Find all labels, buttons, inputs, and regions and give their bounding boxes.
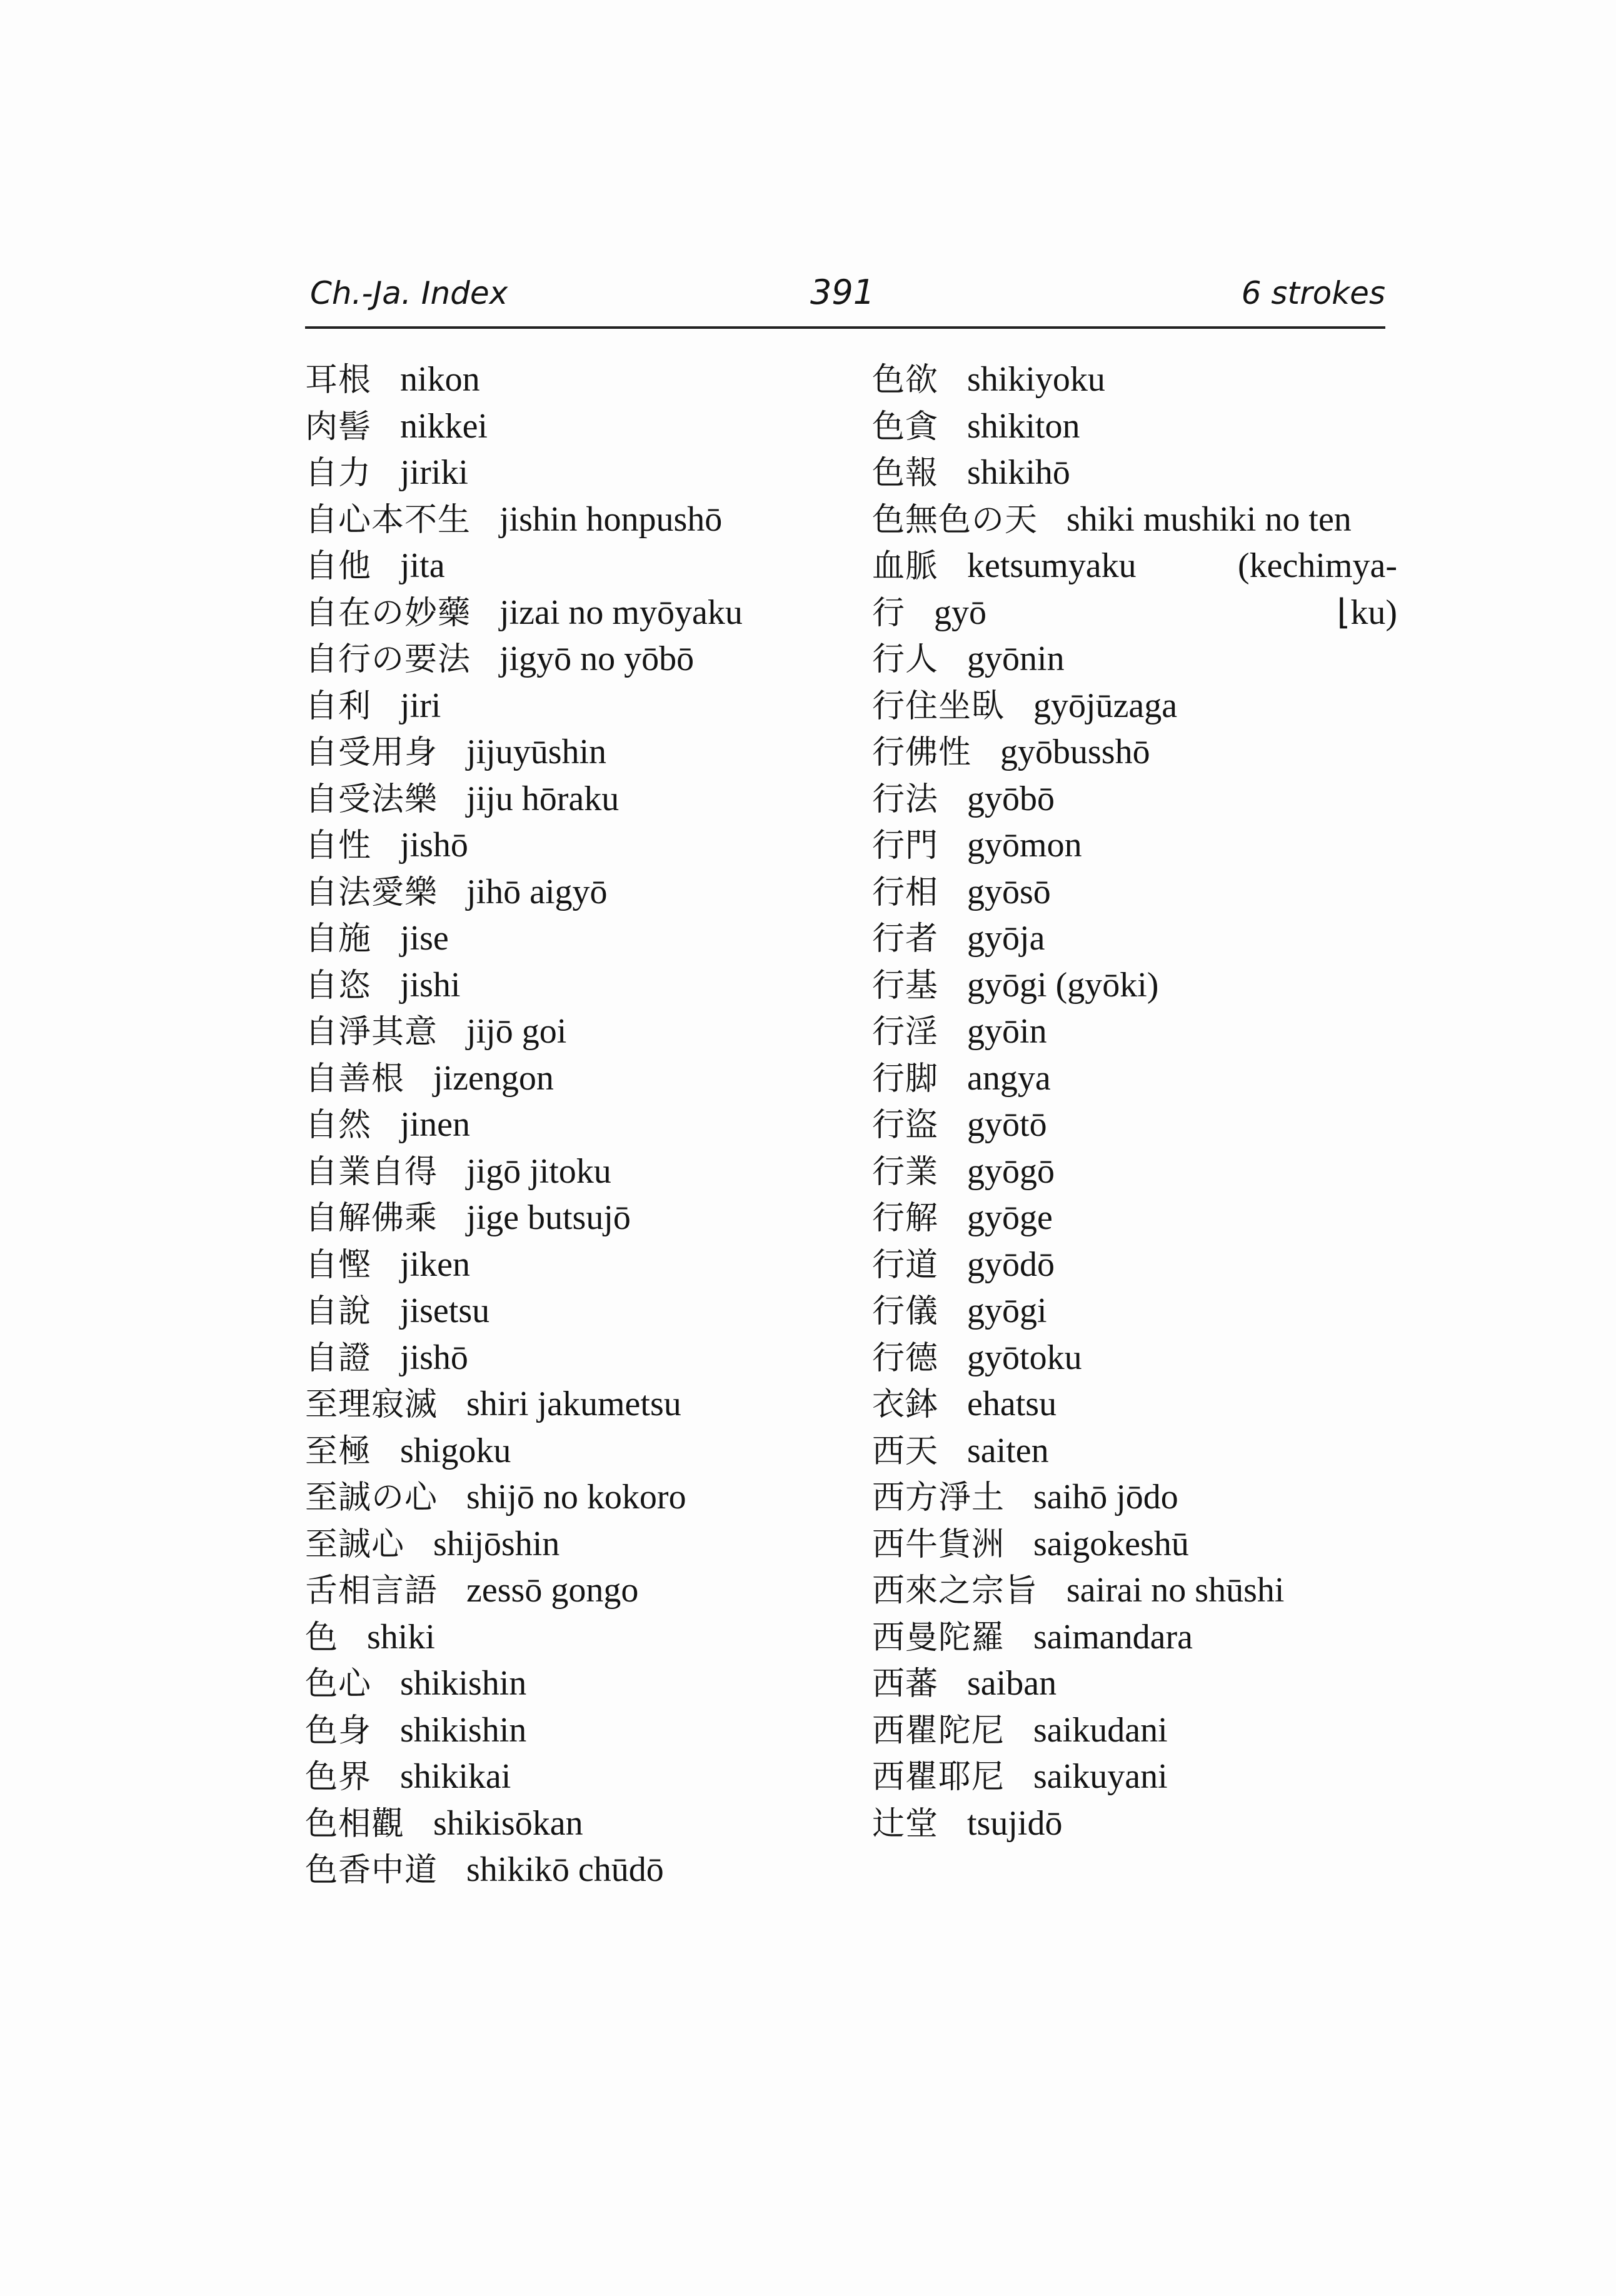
entry-romanization: gyōge xyxy=(967,1198,1053,1237)
index-entry xyxy=(872,1148,1397,1195)
entry-kanji: 行淫 xyxy=(872,1013,939,1051)
index-entry xyxy=(305,1847,868,1893)
stroke-count-label: 6 strokes xyxy=(1241,275,1385,311)
entry-kanji: 行佛性 xyxy=(872,734,972,771)
entry-romanization: saiban xyxy=(967,1664,1057,1703)
entry-kanji: 行者 xyxy=(872,920,939,958)
entry-romanization: jiriki xyxy=(400,453,468,492)
index-entry xyxy=(305,1474,868,1521)
page-number: 391 xyxy=(810,273,875,312)
index-entry xyxy=(305,683,868,729)
entry-kanji: 西天 xyxy=(872,1432,939,1470)
entry-kanji: 自行の要法 xyxy=(305,641,471,678)
entry-romanization: jijō goi xyxy=(466,1012,567,1051)
entry-romanization: saimandara xyxy=(1033,1617,1193,1657)
entry-romanization: gyōgō xyxy=(967,1151,1055,1191)
entry-kanji: 衣鉢 xyxy=(872,1386,939,1423)
index-entry xyxy=(872,1567,1397,1614)
entry-kanji: 西蕃 xyxy=(872,1665,939,1703)
entry-kanji: 行業 xyxy=(872,1153,939,1191)
index-entry xyxy=(305,449,868,496)
entry-romanization: zessō gongo xyxy=(466,1571,639,1610)
entry-romanization: shikiton xyxy=(967,406,1080,446)
entry-romanization: jige butsujō xyxy=(466,1198,631,1237)
index-entry xyxy=(872,636,1397,683)
index-entry xyxy=(872,1753,1397,1800)
entry-romanization: shijōshin xyxy=(433,1524,560,1563)
entry-kanji: 舌相言語 xyxy=(305,1572,438,1610)
index-entry xyxy=(305,1055,868,1102)
entry-romanization: tsujidō xyxy=(967,1803,1063,1843)
index-entry xyxy=(872,1428,1397,1475)
entry-romanization: shiki xyxy=(367,1617,435,1657)
entry-romanization: jihō aigyō xyxy=(466,872,608,911)
header-rule xyxy=(305,326,1385,329)
entry-romanization: gyōjūzaga xyxy=(1033,686,1178,725)
index-entry xyxy=(305,1521,868,1568)
entry-kanji: 行 xyxy=(872,594,906,632)
index-entry xyxy=(872,1521,1397,1568)
entry-alternate-reading: (kechimya- xyxy=(1238,546,1397,585)
entry-kanji: 行門 xyxy=(872,827,939,865)
entry-romanization: gyōdō xyxy=(967,1245,1055,1284)
index-entry xyxy=(872,1335,1397,1381)
entry-romanization: shiri jakumetsu xyxy=(466,1385,681,1423)
entry-romanization: shijō no kokoro xyxy=(466,1478,686,1516)
entry-romanization: gyōin xyxy=(967,1012,1047,1051)
entry-kanji: 自證 xyxy=(305,1339,372,1377)
index-entry xyxy=(872,1800,1397,1847)
entry-kanji: 色報 xyxy=(872,454,939,492)
entry-romanization: shikikai xyxy=(400,1757,511,1796)
entry-kanji: 自然 xyxy=(305,1106,372,1144)
entry-romanization: saihō jōdo xyxy=(1033,1478,1178,1516)
entry-kanji: 至極 xyxy=(305,1432,372,1470)
entry-romanization: saigokeshū xyxy=(1033,1524,1189,1563)
entry-kanji: 行人 xyxy=(872,641,939,678)
index-entry xyxy=(305,589,868,636)
index-entry xyxy=(872,1008,1397,1055)
index-entry xyxy=(872,543,1397,589)
index-entry xyxy=(305,403,868,450)
entry-romanization: shiki mushiki no ten xyxy=(1066,499,1352,539)
entry-kanji: 色相觀 xyxy=(305,1805,405,1843)
entry-kanji: 色欲 xyxy=(872,361,939,399)
entry-romanization: nikon xyxy=(400,360,480,399)
index-entry xyxy=(305,729,868,776)
index-entry xyxy=(305,496,868,543)
entry-kanji: 行道 xyxy=(872,1246,939,1284)
index-entry xyxy=(872,1660,1397,1707)
entry-romanization: jinen xyxy=(400,1105,470,1144)
entry-kanji: 自性 xyxy=(305,827,372,865)
entry-romanization: gyōtō xyxy=(967,1105,1047,1144)
entry-kanji: 自說 xyxy=(305,1293,372,1330)
entry-kanji: 西瞿耶尼 xyxy=(872,1758,1005,1796)
entry-kanji: 肉髻 xyxy=(305,408,372,446)
index-entry xyxy=(305,1428,868,1475)
entry-kanji: 色心 xyxy=(305,1665,372,1703)
entry-romanization: gyōgi xyxy=(967,1291,1047,1330)
entry-kanji: 血脈 xyxy=(872,548,939,585)
entry-romanization: gyōmon xyxy=(967,826,1082,865)
entry-kanji: 色界 xyxy=(305,1758,372,1796)
index-entry xyxy=(872,403,1397,450)
left-index-column xyxy=(305,356,868,1893)
entry-kanji: 行德 xyxy=(872,1339,939,1377)
index-entry xyxy=(305,636,868,683)
entry-romanization: jise xyxy=(400,919,449,958)
entry-romanization: shikihō xyxy=(967,453,1070,492)
index-entry xyxy=(305,1381,868,1428)
entry-kanji: 耳根 xyxy=(305,361,372,399)
index-entry xyxy=(305,1335,868,1381)
index-entry xyxy=(305,1008,868,1055)
entry-romanization: saikuyani xyxy=(1033,1757,1168,1796)
entry-kanji: 至誠の心 xyxy=(305,1479,438,1516)
index-entry xyxy=(872,1101,1397,1148)
entry-romanization: jigō jitoku xyxy=(466,1151,611,1191)
entry-kanji: 行住坐臥 xyxy=(872,687,1005,725)
entry-romanization: gyōgi (gyōki) xyxy=(967,965,1159,1005)
index-entry xyxy=(872,1614,1397,1661)
entry-romanization: jigyō no yōbō xyxy=(499,639,695,678)
entry-romanization: gyōtoku xyxy=(967,1338,1082,1377)
entry-romanization: jizengon xyxy=(433,1058,554,1098)
index-entry xyxy=(872,1474,1397,1521)
index-entry xyxy=(872,449,1397,496)
index-entry xyxy=(872,683,1397,729)
entry-romanization: shikishin xyxy=(400,1710,527,1750)
index-entry xyxy=(872,1288,1397,1335)
entry-kanji: 至理寂滅 xyxy=(305,1386,438,1423)
entry-romanization: jishin honpushō xyxy=(499,499,723,539)
entry-romanization: sairai no shūshi xyxy=(1066,1571,1285,1610)
index-entry xyxy=(305,1753,868,1800)
index-entry xyxy=(305,1101,868,1148)
index-entry xyxy=(305,1567,868,1614)
entry-romanization: saiten xyxy=(967,1431,1049,1470)
entry-kanji: 自解佛乘 xyxy=(305,1200,438,1237)
entry-kanji: 至誠心 xyxy=(305,1525,405,1563)
entry-romanization: gyōbusshō xyxy=(1000,733,1150,771)
index-entry xyxy=(872,915,1397,962)
entry-kanji: 自淨其意 xyxy=(305,1013,438,1051)
entry-romanization: jizai no myōyaku xyxy=(499,593,743,632)
entry-kanji: 自善根 xyxy=(305,1060,405,1098)
index-entry xyxy=(305,356,868,403)
index-entry xyxy=(872,1381,1397,1428)
entry-kanji: 行儀 xyxy=(872,1293,939,1330)
entry-kanji: 色無色の天 xyxy=(872,501,1038,539)
index-entry xyxy=(872,1055,1397,1102)
entry-romanization: saikudani xyxy=(1033,1710,1168,1750)
entry-kanji: 行盜 xyxy=(872,1106,939,1144)
entry-kanji: 自受用身 xyxy=(305,734,438,771)
index-entry xyxy=(305,1707,868,1754)
index-entry xyxy=(305,1660,868,1707)
entry-kanji: 行基 xyxy=(872,966,939,1005)
entry-kanji: 自施 xyxy=(305,920,372,958)
index-entry xyxy=(872,822,1397,869)
entry-kanji: 行相 xyxy=(872,873,939,911)
entry-romanization: gyōbō xyxy=(967,779,1055,818)
entry-kanji: 行脚 xyxy=(872,1060,939,1098)
entry-romanization: jiju hōraku xyxy=(466,779,620,818)
index-entry xyxy=(305,869,868,916)
entry-kanji: 西瞿陀尼 xyxy=(872,1712,1005,1750)
entry-kanji: 自在の妙藥 xyxy=(305,594,471,632)
entry-kanji: 西方淨土 xyxy=(872,1479,1005,1516)
entry-romanization: shigoku xyxy=(400,1431,511,1470)
entry-kanji: 色身 xyxy=(305,1712,372,1750)
index-entry xyxy=(305,1288,868,1335)
index-entry xyxy=(872,776,1397,823)
index-entry xyxy=(872,1241,1397,1288)
entry-romanization: jisetsu xyxy=(400,1291,490,1330)
entry-romanization: jishō xyxy=(400,1338,468,1377)
entry-kanji: 自利 xyxy=(305,687,372,725)
entry-romanization: shikishin xyxy=(400,1664,527,1703)
entry-kanji: 色香中道 xyxy=(305,1852,438,1889)
index-entry xyxy=(872,1195,1397,1241)
entry-kanji: 自受法樂 xyxy=(305,780,438,818)
index-entry xyxy=(872,356,1397,403)
index-entry xyxy=(872,869,1397,916)
entry-kanji: 行解 xyxy=(872,1200,939,1237)
right-index-column xyxy=(872,356,1397,1847)
index-entry xyxy=(305,1241,868,1288)
entry-kanji: 自他 xyxy=(305,548,372,585)
index-entry xyxy=(305,1148,868,1195)
entry-romanization: gyōsō xyxy=(967,872,1051,911)
entry-kanji: 行法 xyxy=(872,780,939,818)
index-entry xyxy=(872,962,1397,1009)
index-entry xyxy=(872,729,1397,776)
entry-romanization: ehatsu xyxy=(967,1385,1057,1423)
entry-romanization: jiken xyxy=(400,1245,470,1284)
entry-romanization: ketsumyaku xyxy=(967,546,1137,585)
entry-kanji: 色 xyxy=(305,1618,339,1657)
entry-kanji: 自業自得 xyxy=(305,1153,438,1191)
index-entry xyxy=(305,915,868,962)
entry-romanization: jita xyxy=(400,546,445,585)
index-entry xyxy=(305,1195,868,1241)
entry-kanji: 西牛貨洲 xyxy=(872,1525,1005,1563)
entry-romanization: shikikō chūdō xyxy=(466,1850,664,1889)
index-entry xyxy=(305,543,868,589)
index-entry xyxy=(305,962,868,1009)
index-title: Ch.-Ja. Index xyxy=(310,275,508,311)
entry-romanization: gyōnin xyxy=(967,639,1065,678)
entry-romanization: gyō xyxy=(934,593,987,632)
entry-romanization: shikiyoku xyxy=(967,360,1105,399)
entry-romanization: jishi xyxy=(400,965,461,1005)
entry-kanji: 西曼陀羅 xyxy=(872,1618,1005,1657)
index-entry xyxy=(305,776,868,823)
entry-romanization: jiri xyxy=(400,686,441,725)
entry-kanji: 自法愛樂 xyxy=(305,873,438,911)
entry-kanji: 自力 xyxy=(305,454,372,492)
entry-alternate-reading: ⌊ku) xyxy=(1337,593,1397,632)
entry-kanji: 辻堂 xyxy=(872,1805,939,1843)
index-entry xyxy=(872,1707,1397,1754)
entry-romanization: gyōja xyxy=(967,919,1045,958)
entry-kanji: 色貪 xyxy=(872,408,939,446)
index-entry xyxy=(305,1800,868,1847)
index-entry xyxy=(872,589,1397,636)
running-header xyxy=(310,269,1385,325)
entry-romanization: angya xyxy=(967,1058,1051,1098)
entry-kanji: 自慳 xyxy=(305,1246,372,1284)
index-entry xyxy=(305,1614,868,1661)
index-entry xyxy=(305,822,868,869)
entry-kanji: 西來之宗旨 xyxy=(872,1572,1038,1610)
entry-romanization: nikkei xyxy=(400,406,488,446)
index-entry xyxy=(872,496,1397,543)
entry-kanji: 自恣 xyxy=(305,966,372,1005)
entry-kanji: 自心本不生 xyxy=(305,501,471,539)
entry-romanization: jishō xyxy=(400,826,468,865)
entry-romanization: shikisōkan xyxy=(433,1803,583,1843)
entry-romanization: jijuyūshin xyxy=(466,733,607,771)
